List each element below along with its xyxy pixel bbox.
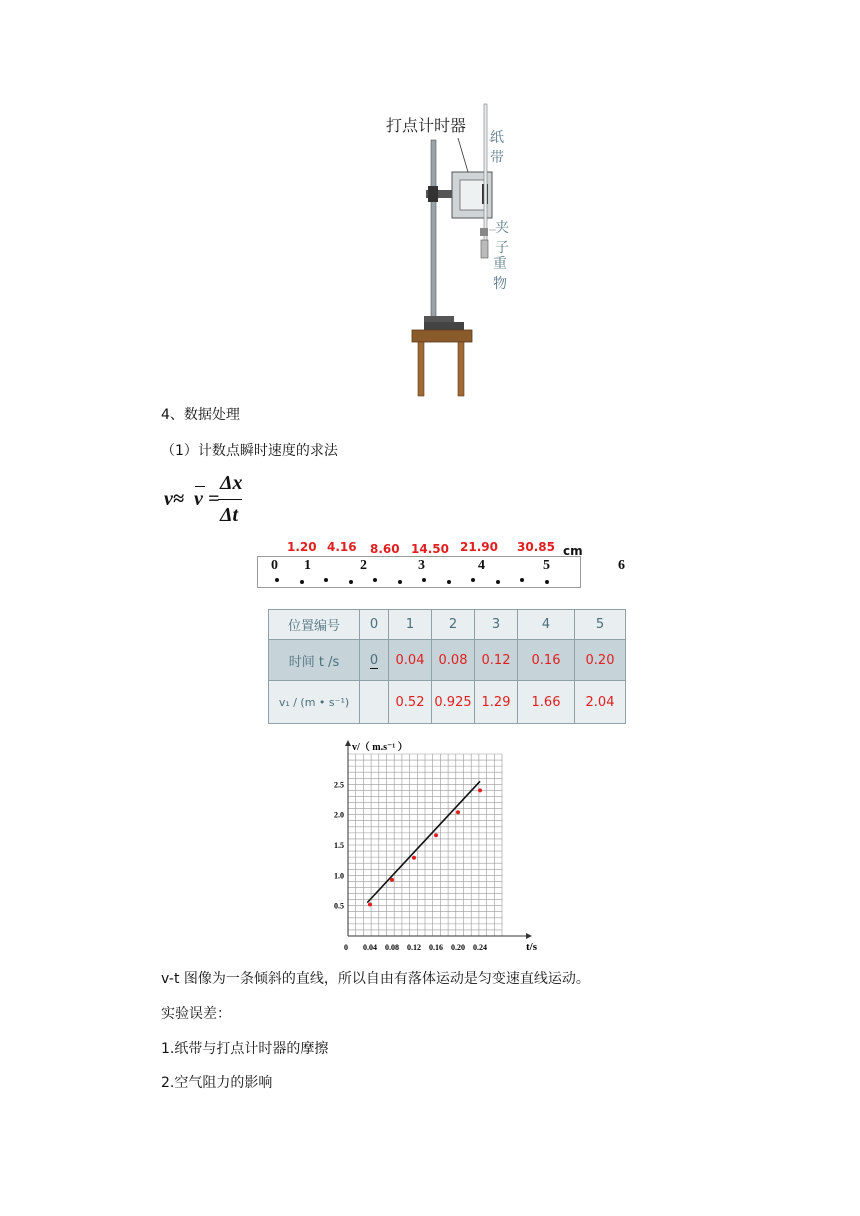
weight-label xyxy=(492,254,508,294)
y-axis-label: v/（ m.s⁻¹ ） xyxy=(352,742,408,753)
tape-distance: 30.85 xyxy=(517,540,555,554)
y-tick-label: 2.0 xyxy=(334,810,344,820)
tape-dot xyxy=(300,580,304,584)
tape-dot xyxy=(349,580,353,584)
y-axis-arrow xyxy=(345,740,351,746)
data-point xyxy=(434,833,438,837)
apparatus-figure xyxy=(400,100,540,400)
formula-vbar-text: v xyxy=(194,488,203,510)
weight-label-text: 重物 xyxy=(493,256,507,292)
data-point xyxy=(390,878,394,882)
timer-label: 打点计时器 xyxy=(386,116,467,135)
tape-label-text: 纸带 xyxy=(490,130,504,166)
y-tick-label: 1.5 xyxy=(334,841,344,850)
tape-distance: 8.60 xyxy=(370,542,400,556)
data-point xyxy=(478,788,482,792)
vt-chart-svg xyxy=(320,738,550,960)
table-row xyxy=(269,640,626,681)
tape-dot xyxy=(324,578,328,582)
data-point xyxy=(456,810,460,814)
x-tick-label: 0.04 xyxy=(363,943,377,952)
formula-vbar xyxy=(194,488,203,511)
x-tick-label: 0.12 xyxy=(407,943,421,952)
x-tick-label: 0.16 xyxy=(429,943,443,952)
table-cell: 0.52 xyxy=(389,681,432,724)
clip-label xyxy=(494,218,510,258)
tape-index-outside: 6 xyxy=(618,558,625,573)
fit-line xyxy=(367,781,480,902)
table-cell: 1.66 xyxy=(518,681,575,724)
tape-distance: 4.16 xyxy=(327,540,357,554)
table-cell: 0.16 xyxy=(518,640,575,681)
section-heading: 4、数据处理 xyxy=(161,407,240,423)
error-item: 2.空气阻力的影响 xyxy=(161,1075,273,1091)
tape-dot xyxy=(398,580,402,584)
tape-index: 0 xyxy=(271,558,278,573)
tape-dot xyxy=(520,578,524,582)
conclusion-text: v-t 图像为一条倾斜的直线，所以自由有落体运动是匀变速直线运动。 xyxy=(161,971,590,987)
table-cell: 1 xyxy=(389,610,432,640)
tape-index: 3 xyxy=(418,558,425,573)
tape-unit: cm xyxy=(563,544,583,558)
data-table xyxy=(268,609,626,724)
x-axis-arrow xyxy=(526,933,532,939)
y-tick-label: 2.5 xyxy=(334,780,344,790)
row-label: 时间 t /s xyxy=(269,640,360,681)
tape-diagram xyxy=(244,536,644,596)
table-cell xyxy=(360,681,389,724)
x-axis-label: t/s xyxy=(526,941,537,953)
table-cell xyxy=(360,640,389,681)
tape-label xyxy=(489,128,505,168)
tape-dot xyxy=(422,578,426,582)
vt-chart xyxy=(320,738,550,960)
x-tick-label: 0.20 xyxy=(451,943,465,952)
table-cell: 0.12 xyxy=(475,640,518,681)
tape-dot xyxy=(545,580,549,584)
tape-index: 5 xyxy=(543,558,550,573)
table-cell: 2.04 xyxy=(575,681,626,724)
y-tick-label: 1.0 xyxy=(334,871,344,881)
table-cell: 0.08 xyxy=(432,640,475,681)
row-label: 位置编号 xyxy=(269,610,360,640)
formula-lhs: v≈ xyxy=(164,488,184,510)
apparatus-drawing xyxy=(400,100,540,400)
subsection-heading: （1）计数点瞬时速度的求法 xyxy=(161,443,338,459)
table-cell: 4 xyxy=(518,610,575,640)
formula-numerator: Δx xyxy=(220,472,243,494)
x-tick-label: 0.08 xyxy=(385,943,399,952)
time-zero: 0 xyxy=(369,652,379,668)
tape-distance: 14.50 xyxy=(411,542,449,556)
table-cell: 0.04 xyxy=(389,640,432,681)
x-tick-label: 0.24 xyxy=(473,943,487,952)
error-heading: 实验误差： xyxy=(161,1006,231,1022)
data-point xyxy=(412,856,416,860)
origin-label: 0 xyxy=(344,943,348,952)
formula-fraction-bar xyxy=(218,499,242,500)
tape-index: 4 xyxy=(478,558,485,573)
table-cell: 2 xyxy=(432,610,475,640)
table-cell: 0.20 xyxy=(575,640,626,681)
tape-dot xyxy=(447,580,451,584)
tape-dot xyxy=(496,580,500,584)
table-cell: 3 xyxy=(475,610,518,640)
formula-eq: = xyxy=(208,488,220,510)
table-row xyxy=(269,610,626,640)
tape-distance: 1.20 xyxy=(287,540,317,554)
row-label: v₁ / (m • s⁻¹) xyxy=(269,681,360,724)
table-cell: 0 xyxy=(360,610,389,640)
tape-dot xyxy=(471,578,475,582)
tape-index: 2 xyxy=(360,558,367,573)
tape-dot xyxy=(373,578,377,582)
clip-label-text: 夹子 xyxy=(495,220,509,256)
tape-dot xyxy=(275,578,279,582)
table-cell: 1.29 xyxy=(475,681,518,724)
table-cell: 0.925 xyxy=(432,681,475,724)
formula-denominator: Δt xyxy=(220,504,239,526)
error-item: 1.纸带与打点计时器的摩擦 xyxy=(161,1041,329,1057)
data-point xyxy=(368,902,372,906)
y-tick-label: 0.5 xyxy=(334,901,344,911)
tape-index: 1 xyxy=(304,558,311,573)
formula-vbar-bar xyxy=(195,486,205,487)
table-cell: 5 xyxy=(575,610,626,640)
tape-distance: 21.90 xyxy=(460,540,498,554)
table-row xyxy=(269,681,626,724)
